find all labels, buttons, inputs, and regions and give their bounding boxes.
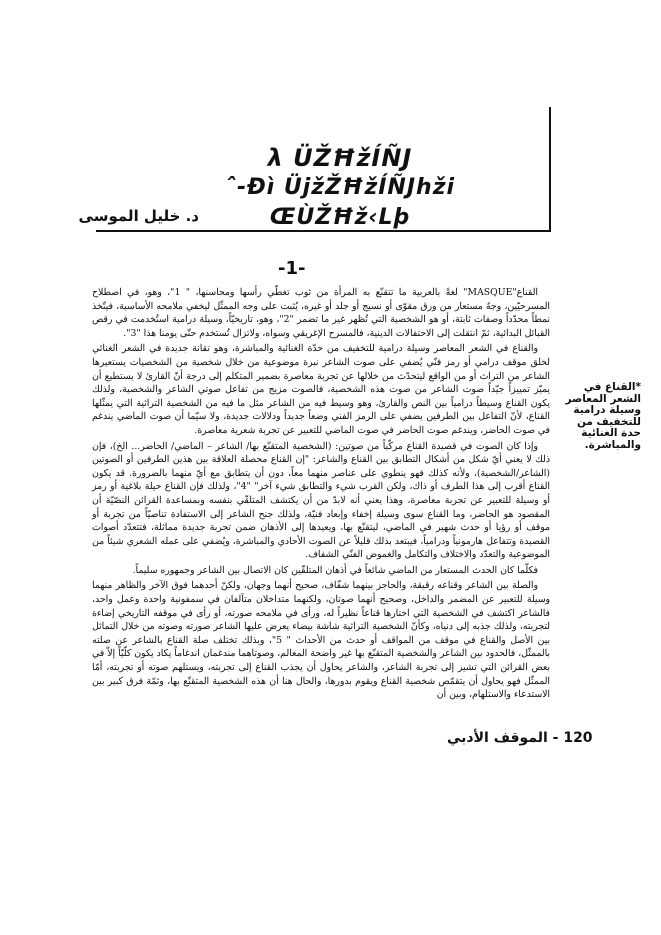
paragraph: وإذا كان الصوت في قصيدة القناع مركّباً من صوتين: (الشخصية المتقنّع بها/ الشاعر – الماضي/ الحاضر... الخ)، فإن ذلك لا يعني أيّ شكل من أشكال التطابق بين القناع والشاعر: "إن القناع محصلة العلاقة بين هذين الطرفين أو الصوتين (الشاعر/الشخصية)، ولأنه كذلك فهو ينطوي على عناصر منهما معاً، دون أن يتطابق مع أيّ منهما بالضرورة. قد يكون القناع أقرب إلى هذا الطرف أو ذاك، ولكن القرب شيء والتطابق شيء آخر" "4"، ولذلك فإن القناع حيلة بلاغية أو رمز أو وسيلة للتعبير عن تجربة معاصرة، وهذا يعني أنه لابدّ من أن يكتشف المتلقّي بنفسه وبمساعدة القرائن النصّيّة أن المقصود هو الحاضر، وما القناع سوى وسيلة إخفاء وإبعاد فنيّة، ولذلك جنح الشاعر إلى الاستفادة تناصيّاً من تجربة أو موقف أو رؤيا أو حدث شهير في الماضي، ليتقنّع بها، ويعيدها إلى الأذهان ضمن تجربة جديدة مماثلة، فتتعدّد أصوات القصيدة وتتفاعل هارمونياً ودرامياً، فيبتعد بذلك قليلاً عن الصوت الأحادي والمباشرة، ويُضفي على عمله الشعري شيئاً من الموضوعية والتعدّد والاختلاف والتكامل والغموض الفنّي الشفاف. [92,440,550,561]
sidebar-pull-quote [563,382,641,451]
article-title [190,143,490,233]
paragraph: القناع"MASQUE" لغةً بالعربية ما تتقنّع به المرأة من ثوب تغطّي رأسها ومحاسنها، " 1"، وهو، في اصطلاح المسرحيّين، وجهٌ مستعار من ورق مقوّى أو نسيج أو جلد أو غيره، يُثبت على وجه الممثّل ليخفي ملامحه الأساسية، فيتّخذ نمطاً محدّداً وصفات ثابتة، أو هو الشخصية التي تُظهر غير ما تضمر "2"، وهو، تاريخيّاً، وسيلة درامية استُخدمت في رقص القبائل البدائية، ثمّ انتقلت إلى الاحتفالات الدينية، فالمسرح الإغريقي وسواه، ولاتزال تُستخدم حتّى يومنا هذا "3". [92,287,550,339]
page-number: 120 [563,730,593,746]
title-vertical-rule [549,107,551,232]
author-name: د. خليل الموسى [78,207,199,225]
article-body [92,286,550,704]
page-footer [447,730,593,746]
star-marker: * [635,381,641,393]
footer-separator: - [547,730,564,746]
paragraph: والقناع في الشعر المعاصر وسيلة درامية للتخفيف من حدّة الغنائية والمباشرة، وهو تقانة جديدة في الشعر الغنائي لخلق موقف درامي أو رمز فنّي يُضفي على صوت الشاعر نبرة موضوعية من خلال شخصية من الشخصيات يستعيرها الشاعر من التراث أو من الواقع ليتحدّث من خلالها عن تجربة معاصرة بضمير المتكلم إلى درجة أنّ القارئ لا يستطيع أن يميّز تمييزاً جيّداً صوت الشاعر من صوت هذه الشخصية، فالصوت مزيج من تفاعل صوتي الشاعر والشخصية، ولذلك يكون القناع وسيطاً درامياً بين النص والقارئ، وهو وسيط فيه من الشاعر مثل ما فيه من الشخصية التراثية التي يمثّلها القناع، لأنّ التفاعل بين الطرفين يضفي على الرمز الفني وضعاً جديداً ودلالات جديدة، ولا سيّما أن صوت الماضي يندغم في صوت الحاضر، ويندغم صوت الحاضر في صوت الماضي للتعبير عن تجربة شعرية معاصرة. [92,343,550,436]
pull-quote-text: القناع في الشعر المعاصر وسيلة درامية للتخفيف من حدة الغنائية والمباشرة. [565,381,641,451]
title-line-1: λ ÜŽĦžÍÑJ [267,144,413,172]
title-line-2: ˆ-Ðì ÜjžŽĦžÍÑJhži ŒÙŽĦž‹Lþ [224,175,456,230]
title-horizontal-rule [96,230,551,232]
section-number: -1- [278,258,306,279]
paragraph: فكلّما كان الحدث المستعار من الماضي شائعاً في أذهان المتلقّين كان الاتصال بين الشاعر وجمهوره سليماً. [132,564,538,576]
journal-name: الموقف الأدبي [447,730,548,746]
paragraph: والصلة بين الشاعر وقناعه رقيقة، والحاجز بينهما شفّاف، صحيح أنهما وجهان، ولكنّ أحدهما فوق الآخر والظاهر منهما وسيلة للتعبير عن المضمر والداخل، وصحيح أنهما صوتان، ولكنهما متداخلان متآلفان في سمفونية واحدة وعمل واحد، فالشاعر اكتشف في الشخصية التي اختارها قناعاً نظيراً له، ورأى في ملامحه صورته، أو رأى في موقفه التاريخي إضاءة لتجربته، ولذلك جذبه إلى دنياه، وكأنّ الشخصية التراثية شاشة بيضاء يعرض عليها الشاعر صورته وصوته من خلال التماثل بين الأصل والقناع في موقف من المواقف أو حدث من الأحداث " 5"، وبذلك تختلف صلة القناع بالشاعر عن صلته بالممثّل، فالحدود بين الشاعر والشخصية المتقنّع بها غير واضحة المعالم، وصوتاهما مندغمان اندغاماً يكاد يكون كلّيّاً إلاّ في بعض القرائن التي تشير إلى تجربة الشاعر، والشاعر يحاول أن يجذب القناع إلى تجربته، ويستلهم صوته أو تجربته، أمّا الممثّل فهو يحاول أن يتقمّص شخصية القناع ويقوم بدورها، والحال هنا أن هذه الشخصية المتقنّع بها، وثمّة فرق كبير بين الاستدعاء والاستلهام، وبين أن [92,580,550,701]
